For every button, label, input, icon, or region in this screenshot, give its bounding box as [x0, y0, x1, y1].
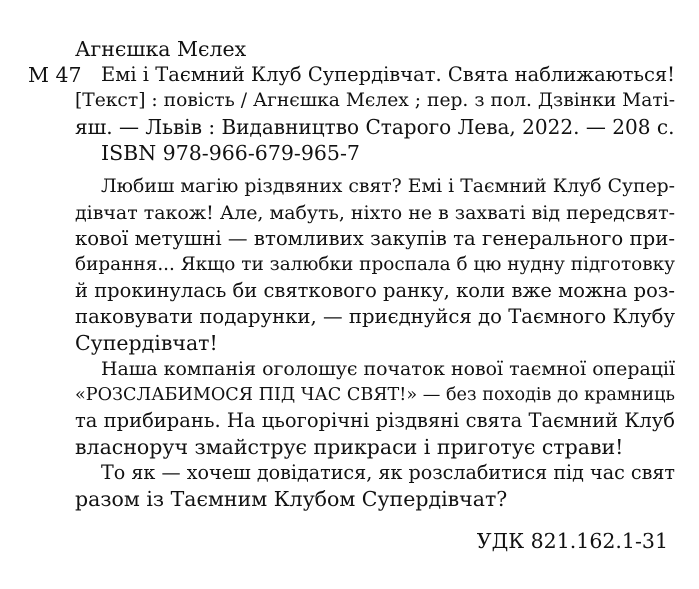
annotation-line: Наша компанія оголошує початок нової таємної операції	[101, 358, 675, 380]
author-name: Агнєшка Мєлех	[75, 37, 247, 61]
isbn: ISBN 978-966-679-965-7	[101, 141, 360, 165]
annotation-line: дівчат також! Але, мабуть, ніхто не в захваті від передсвят-	[75, 202, 675, 224]
annotation-line: бирання... Якщо ти залюбки проспала б цю нудну підготовку	[75, 254, 675, 275]
biblio-line: [Текст] : повість / Агнєшка Мєлех ; пер. з пол. Дзвінки Маті-	[75, 90, 675, 111]
biblio-line: Емі і Таємний Клуб Супердівчат. Свята наближаються!	[101, 63, 675, 86]
udk-code: УДК 821.162.1-31	[476, 529, 668, 553]
classification-code: М 47	[28, 63, 82, 87]
annotation-line: То як — хочеш довідатися, як розслабитися під час свят	[101, 461, 675, 484]
annotation-line: та прибирань. На цьогорічні різдвяні свята Таємний Клуб	[75, 409, 675, 432]
annotation-line: власноруч змайструє прикраси і приготує страви!	[75, 435, 624, 459]
annotation-line: «РОЗСЛАБИМОСЯ ПІД ЧАС СВЯТ!» — без походів до крамниць	[75, 385, 675, 405]
annotation-line: разом із Таємним Клубом Супердівчат?	[75, 487, 508, 511]
annotation-line: паковувати подарунки, — приєднуйся до Таємного Клубу	[75, 305, 675, 328]
annotation-line: Супердівчат!	[75, 331, 218, 355]
annotation-line: й прокинулась би святкового ранку, коли вже можна роз-	[75, 279, 675, 302]
annotation-line: Любиш магію різдвяних свят? Емі і Таємний Клуб Супер-	[101, 176, 675, 197]
annotation-line: кової метушні — втомливих закупів та генерального при-	[75, 227, 675, 250]
biblio-line: яш. — Львів : Видавництво Старого Лева, 2022. — 208 с.	[75, 115, 675, 139]
